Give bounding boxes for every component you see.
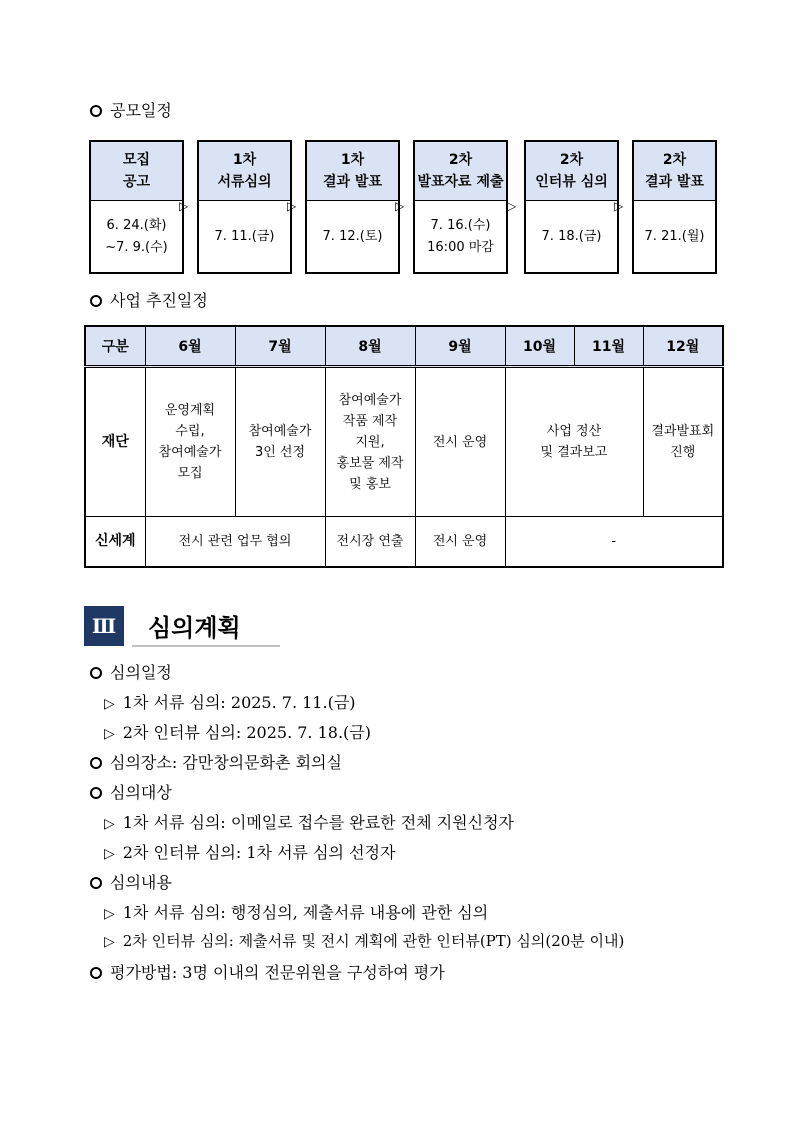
cell-line: 참여예술가	[338, 392, 402, 408]
item-text: 2차 인터뷰 심의: 2025. 7. 18.(금)	[122, 723, 371, 742]
header-sep: 9월	[415, 326, 505, 367]
list-item	[90, 750, 342, 773]
circle-bullet-icon	[90, 295, 102, 307]
item-text: 1차 서류 심의: 2025. 7. 11.(금)	[122, 693, 356, 712]
triangle-bullet-icon: ▷	[104, 906, 115, 922]
table-row-foundation	[85, 367, 723, 517]
list-item	[104, 900, 488, 923]
cell-line: 결과발표회	[651, 424, 715, 439]
header-jun: 6월	[145, 326, 235, 367]
item-text: 1차 서류 심의: 행정심의, 제출서류 내용에 관한 심의	[122, 903, 489, 922]
flow-arrow-icon: ▷	[179, 199, 189, 213]
project-schedule-title: 사업 추진일정	[110, 291, 208, 310]
step-date: 16:00 마감	[427, 240, 494, 255]
step-head: 1차	[232, 152, 257, 168]
list-item	[90, 960, 445, 983]
step-head: 2차	[448, 152, 473, 168]
triangle-bullet-icon: ▷	[104, 934, 115, 950]
step-date: 6. 24.(화)	[106, 218, 167, 233]
cell-line: 지원,	[355, 434, 385, 450]
item-text: 심의내용	[110, 873, 172, 892]
step-date: 7. 21.(월)	[644, 229, 705, 244]
item-text: 평가방법: 3명 이내의 전문위원을 구성하여 평가	[110, 963, 445, 982]
step-head: 결과 발표	[323, 174, 382, 190]
cell-line: 홍보물 제작	[336, 455, 404, 471]
list-item	[104, 810, 514, 833]
step-date: 7. 18.(금)	[541, 229, 602, 244]
row-label: 재단	[85, 367, 145, 517]
table-row-shinsegae	[85, 517, 723, 567]
schedule-step-recruit	[89, 140, 184, 274]
flow-arrow-icon: ▷	[614, 199, 624, 213]
triangle-bullet-icon: ▷	[104, 816, 115, 832]
item-text: 1차 서류 심의: 이메일로 접수를 완료한 전체 지원신청자	[122, 813, 514, 832]
step-head: 2차	[559, 152, 584, 168]
header-aug: 8월	[325, 326, 415, 367]
list-item	[104, 840, 395, 863]
list-item	[90, 870, 172, 893]
cell-jun-jul: 전시 관련 업무 협의	[145, 517, 325, 567]
header-jul: 7월	[235, 326, 325, 367]
table-header-row	[85, 326, 723, 367]
row-label: 신세계	[85, 517, 145, 567]
step-head: 결과 발표	[645, 174, 704, 190]
cell-line: 수립,	[175, 424, 205, 439]
circle-bullet-icon	[90, 757, 102, 769]
step-head: 서류심의	[217, 174, 272, 190]
step-head: 발표자료 제출	[417, 174, 504, 190]
triangle-bullet-icon: ▷	[104, 846, 115, 862]
cell-line: 3인 선정	[254, 445, 306, 460]
schedule-step-submission	[413, 140, 508, 274]
cell-jun	[145, 367, 235, 517]
schedule-step-interview	[524, 140, 619, 274]
cell-line: 운영계획	[164, 403, 216, 418]
list-item	[104, 690, 356, 713]
schedule-step-doc-review	[197, 140, 292, 274]
cell-aug	[325, 367, 415, 517]
step-head: 2차	[662, 152, 687, 168]
project-schedule-heading	[90, 288, 208, 311]
step-head: 인터뷰 심의	[535, 174, 608, 190]
cell-line: 작품 제작	[342, 413, 398, 429]
header-nov: 11월	[574, 326, 643, 367]
cell-line: 및 결과보고	[540, 445, 608, 460]
flow-arrow-icon: ▷	[287, 199, 297, 213]
step-head: 1차	[340, 152, 365, 168]
header-dec: 12월	[643, 326, 723, 367]
list-item	[90, 660, 172, 683]
cell-line: 참여예술가	[248, 424, 312, 439]
cell-oct-dec: -	[505, 517, 723, 567]
flow-arrow-icon: ▷	[507, 199, 517, 213]
header-category: 구분	[85, 326, 145, 367]
step-head: 공고	[122, 174, 151, 190]
item-text: 심의대상	[110, 783, 172, 802]
list-item	[104, 930, 624, 951]
list-item	[90, 780, 172, 803]
flow-arrow-icon: ▷	[395, 199, 405, 213]
cell-line: 및 홍보	[349, 476, 391, 492]
cell-jul	[235, 367, 325, 517]
cell-dec	[643, 367, 723, 517]
circle-bullet-icon	[90, 967, 102, 979]
item-text: 2차 인터뷰 심의: 1차 서류 심의 선정자	[122, 843, 396, 862]
header-oct: 10월	[505, 326, 574, 367]
schedule-step-final-result	[632, 140, 717, 274]
cell-oct-nov	[505, 367, 643, 517]
cell-line: 진행	[670, 445, 696, 460]
item-text: 심의장소: 감만창의문화촌 회의실	[110, 753, 342, 772]
triangle-bullet-icon: ▷	[104, 726, 115, 742]
item-text: 2차 인터뷰 심의: 제출서류 및 전시 계획에 관한 인터뷰(PT) 심의(20분 이내)	[122, 932, 625, 950]
cell-line: 참여예술가	[158, 445, 222, 460]
step-date: 7. 11.(금)	[214, 229, 275, 244]
circle-bullet-icon	[90, 667, 102, 679]
triangle-bullet-icon: ▷	[104, 696, 115, 712]
cell-sep: 전시 운영	[415, 517, 505, 567]
list-item	[104, 720, 371, 743]
cell-line: 사업 정산	[546, 424, 602, 439]
step-date: 7. 12.(토)	[322, 229, 383, 244]
circle-bullet-icon	[90, 877, 102, 889]
recruit-schedule-heading	[90, 98, 172, 121]
step-head: 모집	[122, 152, 151, 168]
section-title-underline	[132, 645, 280, 647]
cell-sep	[415, 367, 505, 517]
step-date: 7. 16.(수)	[430, 218, 491, 233]
item-text: 심의일정	[110, 663, 172, 682]
circle-bullet-icon	[90, 787, 102, 799]
recruit-schedule-title: 공모일정	[110, 101, 172, 120]
section-title: 심의계획	[148, 614, 241, 642]
section-number-badge: Ⅲ	[84, 606, 124, 646]
step-date: ~7. 9.(수)	[105, 240, 168, 255]
circle-bullet-icon	[90, 105, 102, 117]
project-schedule-table	[84, 325, 724, 568]
cell-line: 전시 운영	[432, 434, 488, 450]
cell-line: 모집	[177, 466, 203, 481]
cell-aug: 전시장 연출	[325, 517, 415, 567]
schedule-step-first-result	[305, 140, 400, 274]
